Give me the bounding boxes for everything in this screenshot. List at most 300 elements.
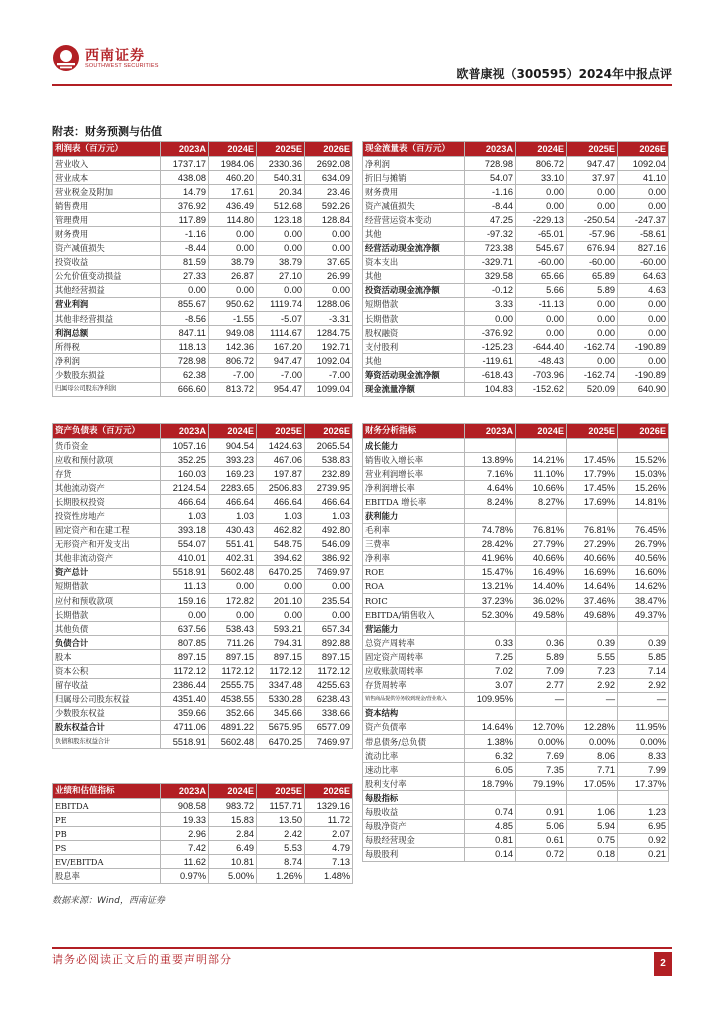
cell-value: 0.00	[618, 199, 669, 213]
row-label: 每股股利	[363, 847, 465, 861]
cell-value: 2.84	[209, 827, 257, 841]
cell-value: -60.00	[516, 255, 567, 269]
cash-flow-table	[362, 141, 669, 397]
cell-value: 847.11	[161, 326, 209, 340]
table-row	[53, 185, 353, 199]
table-row	[363, 495, 669, 509]
cell-value: 0.00	[567, 199, 618, 213]
cell-value: 14.79	[161, 185, 209, 199]
year-header: 2026E	[618, 424, 669, 439]
cell-value: 0.00	[567, 354, 618, 368]
row-label: 短期借款	[363, 297, 465, 311]
year-header: 2023A	[161, 142, 209, 157]
cell-value	[516, 706, 567, 720]
cell-value: 540.31	[257, 171, 305, 185]
income-statement-table	[52, 141, 353, 397]
year-header: 2023A	[161, 784, 209, 799]
cell-value: 6.05	[465, 763, 516, 777]
table-row	[363, 734, 669, 748]
cell-value: 949.08	[209, 326, 257, 340]
year-header: 2025E	[567, 424, 618, 439]
cell-value: 1.03	[257, 509, 305, 523]
cell-value: 462.82	[257, 523, 305, 537]
cell-value: 1284.75	[305, 326, 353, 340]
table-row	[363, 326, 669, 340]
year-header: 2024E	[516, 424, 567, 439]
cell-value: 4891.22	[209, 720, 257, 734]
cell-value: 2555.75	[209, 678, 257, 692]
cell-value: 0.33	[465, 636, 516, 650]
cell-value: 5602.48	[209, 565, 257, 579]
cell-value: 26.87	[209, 269, 257, 283]
row-label: 净利润	[53, 354, 161, 368]
cell-value: 1172.12	[257, 664, 305, 678]
cell-value: 6577.09	[305, 720, 353, 734]
cell-value: 2.07	[305, 827, 353, 841]
footer-divider	[52, 947, 672, 949]
cell-value: 1172.12	[161, 664, 209, 678]
cell-value: 12.70%	[516, 720, 567, 734]
cell-value: 17.61	[209, 185, 257, 199]
cell-value: 7.02	[465, 664, 516, 678]
cell-value: 28.42%	[465, 537, 516, 551]
table-row	[363, 777, 669, 791]
cell-value: -703.96	[516, 368, 567, 382]
cell-value: 1114.67	[257, 326, 305, 340]
cell-value: 0.39	[618, 636, 669, 650]
table-row	[363, 678, 669, 692]
cell-value: -60.00	[567, 255, 618, 269]
cell-value: 65.89	[567, 269, 618, 283]
cell-value: 512.68	[257, 199, 305, 213]
table-row	[53, 608, 353, 622]
row-label: 应收和预付款项	[53, 453, 161, 467]
table-row	[363, 664, 669, 678]
report-title: 欧普康视（300595）2024年中报点评	[456, 67, 672, 81]
cell-value: 13.21%	[465, 579, 516, 593]
cell-value: 0.00	[618, 354, 669, 368]
table-row	[363, 227, 669, 241]
row-label: 长期借款	[53, 608, 161, 622]
cell-value: -1.55	[209, 312, 257, 326]
cell-value: 17.37%	[618, 777, 669, 791]
row-label: ROIC	[363, 594, 465, 608]
cell-value: 1.23	[618, 805, 669, 819]
cell-value: 4711.06	[161, 720, 209, 734]
cell-value: 2692.08	[305, 157, 353, 171]
cell-value	[465, 622, 516, 636]
row-label: 每股净资产	[363, 819, 465, 833]
cell-value	[618, 509, 669, 523]
row-label: 归属母公司股东净利润	[53, 382, 161, 396]
cell-value: 593.21	[257, 622, 305, 636]
row-label: 带息债务/总负债	[363, 734, 465, 748]
cell-value: 1329.16	[305, 799, 353, 813]
cell-value: 2.92	[567, 678, 618, 692]
cell-value: 123.18	[257, 213, 305, 227]
cell-value: 0.00%	[567, 734, 618, 748]
row-label: ROA	[363, 579, 465, 593]
row-label: 净利率	[363, 551, 465, 565]
cell-value: 10.66%	[516, 481, 567, 495]
cell-value: 3347.48	[257, 678, 305, 692]
cell-value: 5518.91	[161, 734, 209, 748]
cell-value: 338.66	[305, 706, 353, 720]
cell-value: 0.00	[161, 283, 209, 297]
cell-value: 393.18	[161, 523, 209, 537]
cell-value: 0.00	[209, 227, 257, 241]
table-row	[363, 763, 669, 777]
table-row	[53, 368, 353, 382]
cell-value: 492.80	[305, 523, 353, 537]
row-label: 营运能力	[363, 622, 465, 636]
cell-value: 983.72	[209, 799, 257, 813]
cell-value	[465, 706, 516, 720]
logo-english-name: SOUTHWEST SECURITIES	[85, 63, 159, 69]
cell-value: 545.67	[516, 241, 567, 255]
table-title: 利润表（百万元）	[53, 142, 161, 157]
cell-value: 169.23	[209, 467, 257, 481]
cell-value: 76.81%	[567, 523, 618, 537]
cell-value: 1288.06	[305, 297, 353, 311]
year-header: 2026E	[305, 424, 353, 439]
row-label: 其他	[363, 354, 465, 368]
cell-value: 4255.63	[305, 678, 353, 692]
cell-value: -65.01	[516, 227, 567, 241]
cell-value: 40.66%	[516, 551, 567, 565]
year-header: 2023A	[161, 424, 209, 439]
cell-value: 4538.55	[209, 692, 257, 706]
cell-value: 3.07	[465, 678, 516, 692]
table-row	[53, 692, 353, 706]
cell-value: 634.09	[305, 171, 353, 185]
cell-value: -8.44	[465, 199, 516, 213]
row-label: EV/EBITDA	[53, 855, 161, 869]
cell-value: -162.74	[567, 368, 618, 382]
cell-value: 855.67	[161, 297, 209, 311]
table-row	[53, 213, 353, 227]
table-row	[363, 382, 669, 396]
cell-value: -1.16	[465, 185, 516, 199]
cell-value: 0.00	[209, 608, 257, 622]
cell-value: 0.81	[465, 833, 516, 847]
cell-value: 6238.43	[305, 692, 353, 706]
cell-value: 0.00	[567, 297, 618, 311]
table-row	[363, 241, 669, 255]
cell-value: 11.13	[161, 579, 209, 593]
cell-value: 2.42	[257, 827, 305, 841]
financial-analysis-table	[362, 423, 669, 862]
cell-value: 7.69	[516, 749, 567, 763]
cell-value: 4.63	[618, 283, 669, 297]
table-row	[53, 841, 353, 855]
cell-value: 1172.12	[209, 664, 257, 678]
cell-value: 467.06	[257, 453, 305, 467]
cell-value: -329.71	[465, 255, 516, 269]
cell-value: 546.09	[305, 537, 353, 551]
cell-value: 1.03	[209, 509, 257, 523]
row-label: 存货	[53, 467, 161, 481]
cell-value: -152.62	[516, 382, 567, 396]
cell-value: 0.00	[516, 326, 567, 340]
cell-value: 8.27%	[516, 495, 567, 509]
row-label: 资产负债率	[363, 720, 465, 734]
cell-value: 27.33	[161, 269, 209, 283]
cell-value: 11.72	[305, 813, 353, 827]
cell-value: 15.83	[209, 813, 257, 827]
cell-value: 466.64	[257, 495, 305, 509]
cell-value: 1984.06	[209, 157, 257, 171]
cell-value: 0.00%	[618, 734, 669, 748]
cell-value: 592.26	[305, 199, 353, 213]
row-label: 股利支付率	[363, 777, 465, 791]
cell-value: 7.13	[305, 855, 353, 869]
page-number: 2	[654, 952, 672, 976]
cell-value	[567, 509, 618, 523]
row-label: 应收账款周转率	[363, 664, 465, 678]
year-header: 2023A	[465, 424, 516, 439]
cell-value: 0.00	[305, 579, 353, 593]
cell-value: 49.68%	[567, 608, 618, 622]
cell-value: 359.66	[161, 706, 209, 720]
row-label: 每股收益	[363, 805, 465, 819]
cell-value: 954.47	[257, 382, 305, 396]
cell-value: 806.72	[209, 354, 257, 368]
cell-value: 0.00	[567, 312, 618, 326]
table-row	[363, 791, 669, 805]
cell-value: 6.95	[618, 819, 669, 833]
cell-value: 352.25	[161, 453, 209, 467]
cell-value: 4.64%	[465, 481, 516, 495]
year-header: 2025E	[257, 784, 305, 799]
row-label: 资本结构	[363, 706, 465, 720]
table-row	[363, 439, 669, 453]
cell-value: 64.63	[618, 269, 669, 283]
table-row	[363, 650, 669, 664]
row-label: 营业利润	[53, 297, 161, 311]
cell-value: 1.03	[305, 509, 353, 523]
year-header: 2025E	[257, 424, 305, 439]
row-label: 其他	[363, 227, 465, 241]
table-row	[363, 481, 669, 495]
cell-value: -250.54	[567, 213, 618, 227]
row-label: 少数股东权益	[53, 706, 161, 720]
cell-value: 1057.16	[161, 439, 209, 453]
cell-value: 897.15	[305, 650, 353, 664]
table-row	[363, 706, 669, 720]
cell-value	[465, 509, 516, 523]
row-label: 毛利率	[363, 523, 465, 537]
cell-value: 14.40%	[516, 579, 567, 593]
cell-value: 47.25	[465, 213, 516, 227]
cell-value: 7.09	[516, 664, 567, 678]
table-row	[53, 537, 353, 551]
cell-value: 17.69%	[567, 495, 618, 509]
table-row	[363, 579, 669, 593]
cell-value: 117.89	[161, 213, 209, 227]
row-label: 股权融资	[363, 326, 465, 340]
cell-value: -58.61	[618, 227, 669, 241]
cell-value: 430.43	[209, 523, 257, 537]
table-row	[363, 594, 669, 608]
cell-value: 8.24%	[465, 495, 516, 509]
cell-value: 11.10%	[516, 467, 567, 481]
cell-value: 14.62%	[618, 579, 669, 593]
table-row	[53, 340, 353, 354]
cell-value: 728.98	[161, 354, 209, 368]
cell-value: 27.79%	[516, 537, 567, 551]
table-row	[363, 509, 669, 523]
cell-value: 794.31	[257, 636, 305, 650]
cell-value: 1737.17	[161, 157, 209, 171]
year-header: 2025E	[257, 142, 305, 157]
cell-value: 1157.71	[257, 799, 305, 813]
cell-value: 538.43	[209, 622, 257, 636]
cell-value	[618, 439, 669, 453]
cell-value: 904.54	[209, 439, 257, 453]
table-row	[363, 171, 669, 185]
table-row	[363, 847, 669, 861]
cell-value: 827.16	[618, 241, 669, 255]
cell-value: -125.23	[465, 340, 516, 354]
row-label: 归属母公司股东权益	[53, 692, 161, 706]
cell-value: —	[567, 692, 618, 706]
table-row	[53, 439, 353, 453]
table-row	[363, 565, 669, 579]
valuation-table	[52, 783, 353, 884]
cell-value: 7.16%	[465, 467, 516, 481]
cell-value: 14.64%	[465, 720, 516, 734]
table-row	[363, 819, 669, 833]
cell-value: 466.64	[209, 495, 257, 509]
row-label: 短期借款	[53, 579, 161, 593]
cell-value: 0.00	[209, 579, 257, 593]
row-label: 资产减值损失	[363, 199, 465, 213]
row-label: 所得税	[53, 340, 161, 354]
cell-value: 12.28%	[567, 720, 618, 734]
cell-value: 554.07	[161, 537, 209, 551]
row-label: 股本	[53, 650, 161, 664]
cell-value: 3.33	[465, 297, 516, 311]
cell-value: 1.06	[567, 805, 618, 819]
cell-value: 0.00	[257, 579, 305, 593]
cell-value: 0.00	[465, 312, 516, 326]
cell-value: 49.37%	[618, 608, 669, 622]
table-row	[53, 622, 353, 636]
cell-value: 0.00	[305, 608, 353, 622]
row-label: ROE	[363, 565, 465, 579]
year-header: 2023A	[465, 142, 516, 157]
cell-value: 104.83	[465, 382, 516, 396]
cell-value: 813.72	[209, 382, 257, 396]
cell-value: 538.83	[305, 453, 353, 467]
cell-value: 806.72	[516, 157, 567, 171]
table-header-row	[53, 424, 353, 439]
cell-value: 436.49	[209, 199, 257, 213]
cell-value: 0.00	[516, 312, 567, 326]
row-label: 资本支出	[363, 255, 465, 269]
cell-value	[567, 439, 618, 453]
table-row	[53, 827, 353, 841]
cell-value: 0.00	[305, 227, 353, 241]
row-label: PB	[53, 827, 161, 841]
table-row	[53, 481, 353, 495]
row-label: 其他负债	[53, 622, 161, 636]
cell-value: 17.45%	[567, 481, 618, 495]
table-row	[53, 869, 353, 883]
cell-value: 1092.04	[618, 157, 669, 171]
row-label: 资本公积	[53, 664, 161, 678]
cell-value	[618, 791, 669, 805]
cell-value: 386.92	[305, 551, 353, 565]
cell-value: 7.99	[618, 763, 669, 777]
row-label: 每股指标	[363, 791, 465, 805]
cell-value: -11.13	[516, 297, 567, 311]
cell-value: 37.23%	[465, 594, 516, 608]
cell-value: 10.81	[209, 855, 257, 869]
table-row	[363, 255, 669, 269]
cell-value: -644.40	[516, 340, 567, 354]
row-label: 投资性房地产	[53, 509, 161, 523]
table-row	[53, 227, 353, 241]
cell-value	[516, 439, 567, 453]
row-label: 每股经营现金	[363, 833, 465, 847]
cell-value: 0.00	[257, 227, 305, 241]
row-label: 销售费用	[53, 199, 161, 213]
cell-value: 0.00	[618, 185, 669, 199]
table-row	[53, 650, 353, 664]
table-row	[363, 213, 669, 227]
row-label: 经营活动现金流净额	[363, 241, 465, 255]
cell-value: -60.00	[618, 255, 669, 269]
cell-value: -57.96	[567, 227, 618, 241]
table-row	[53, 551, 353, 565]
cell-value: 2330.36	[257, 157, 305, 171]
cell-value: 11.62	[161, 855, 209, 869]
cell-value: 1.38%	[465, 734, 516, 748]
cell-value: 11.95%	[618, 720, 669, 734]
cell-value: -247.37	[618, 213, 669, 227]
cell-value: 0.75	[567, 833, 618, 847]
cell-value: 235.54	[305, 594, 353, 608]
cell-value: 897.15	[209, 650, 257, 664]
cell-value: 0.00	[567, 326, 618, 340]
cell-value: 657.34	[305, 622, 353, 636]
table-row	[53, 354, 353, 368]
cell-value: 376.92	[161, 199, 209, 213]
cell-value: 14.21%	[516, 453, 567, 467]
cell-value: -162.74	[567, 340, 618, 354]
company-logo	[52, 44, 172, 74]
row-label: 负债合计	[53, 636, 161, 650]
table-row	[363, 749, 669, 763]
row-label: 销售商品提供劳务收到现金/营业收入	[363, 692, 465, 706]
cell-value: 2.92	[618, 678, 669, 692]
cell-value	[516, 509, 567, 523]
row-label: 其他经营损益	[53, 283, 161, 297]
cell-value: 0.91	[516, 805, 567, 819]
cell-value: —	[516, 692, 567, 706]
cell-value: -8.44	[161, 241, 209, 255]
cell-value: 723.38	[465, 241, 516, 255]
row-label: EBITDA	[53, 799, 161, 813]
year-header: 2024E	[209, 424, 257, 439]
cell-value: 637.56	[161, 622, 209, 636]
cell-value: 345.66	[257, 706, 305, 720]
table-row	[53, 509, 353, 523]
row-label: 净利润	[363, 157, 465, 171]
cell-value: 17.79%	[567, 467, 618, 481]
